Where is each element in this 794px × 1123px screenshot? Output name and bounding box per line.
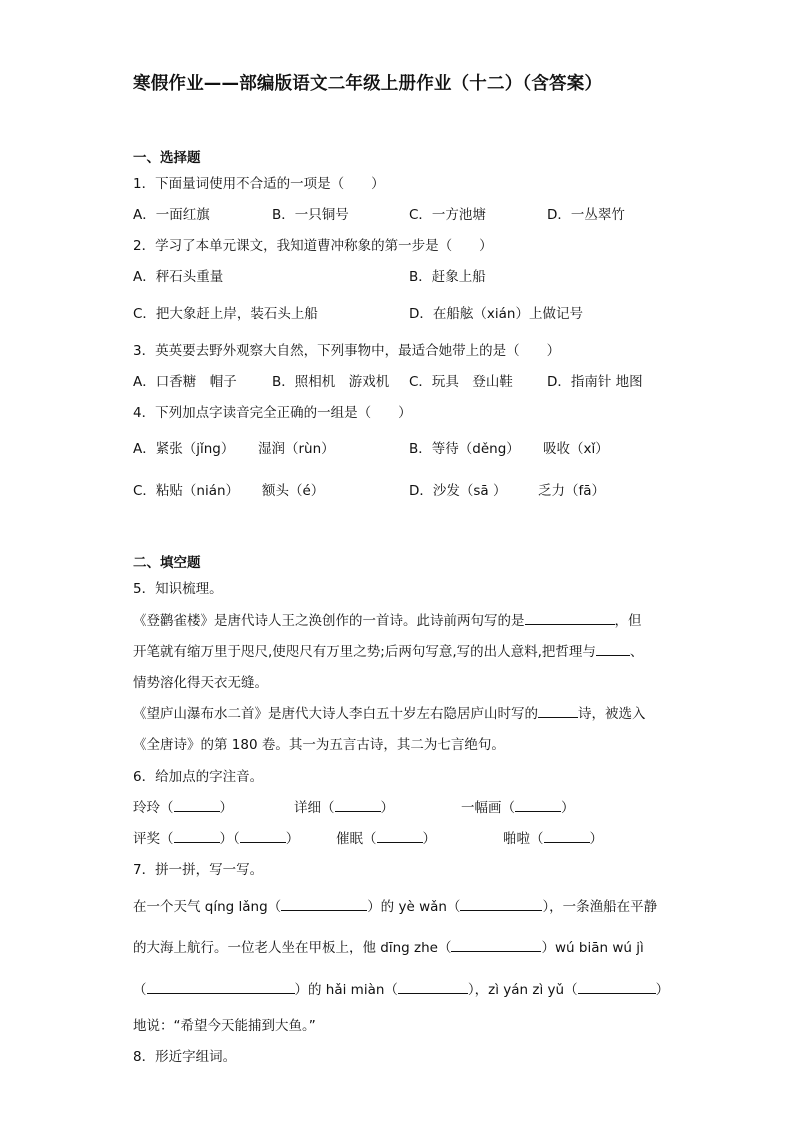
q5-line-1: 《登鹳雀楼》是唐代诗人王之涣创作的一首诗。此诗前两句写的是 ，但 bbox=[133, 609, 642, 629]
q2-option-c: C．把大象赶上岸，装石头上船 bbox=[133, 306, 318, 322]
answer-blank[interactable] bbox=[174, 828, 220, 843]
answer-blank[interactable] bbox=[451, 937, 541, 952]
q5-line-5: 《全唐诗》的第 180 卷。其一为五言古诗，其二为七言绝句。 bbox=[133, 737, 505, 753]
q3-option-a: A．口香糖 帽子 bbox=[133, 374, 237, 390]
q1-option-c: C．一方池塘 bbox=[409, 207, 486, 223]
q1-option-a: A．一面红旗 bbox=[133, 207, 210, 223]
q6-item-1: 玲玲（ ） bbox=[133, 796, 233, 816]
answer-blank[interactable] bbox=[377, 828, 423, 843]
q5-line-2: 开笔就有缩万里于咫尺,使咫尺有万里之势;后两句写意,写的出人意料,把哲理与 、 bbox=[133, 640, 643, 660]
q7-line-1: 在一个天气 qíng lǎng（ ）的 yè wǎn（ ），一条渔船在平静 bbox=[133, 895, 657, 915]
q2-option-b: B．赶象上船 bbox=[409, 269, 486, 285]
question-6-stem: 6．给加点的字注音。 bbox=[133, 769, 264, 785]
answer-blank[interactable] bbox=[596, 641, 630, 656]
q1-option-d: D．一丛翠竹 bbox=[547, 207, 625, 223]
q4-option-b-2: 吸收（xǐ） bbox=[543, 441, 609, 457]
q3-option-d: D．指南针 地图 bbox=[547, 374, 643, 390]
q4-option-a-2: 湿润（rùn） bbox=[258, 441, 335, 457]
answer-blank[interactable] bbox=[335, 797, 381, 812]
q6-item-4: 评奖（ ）（ ） bbox=[133, 827, 299, 847]
q5-line-4: 《望庐山瀑布水二首》是唐代大诗人李白五十岁左右隐居庐山时写的 诗，被选入 bbox=[133, 702, 646, 722]
q5-line-3: 情势溶化得天衣无缝。 bbox=[133, 675, 268, 691]
q6-item-2: 详细（ ） bbox=[294, 796, 394, 816]
answer-blank[interactable] bbox=[281, 896, 367, 911]
q2-option-a: A．秤石头重量 bbox=[133, 269, 224, 285]
q6-item-5: 催眠（ ） bbox=[336, 827, 436, 847]
question-4-stem: 4．下列加点字读音完全正确的一组是（ ） bbox=[133, 405, 412, 421]
answer-blank[interactable] bbox=[525, 610, 615, 625]
q6-item-3: 一幅画（ ） bbox=[461, 796, 575, 816]
answer-blank[interactable] bbox=[578, 979, 656, 994]
question-2-stem: 2．学习了本单元课文，我知道曹冲称象的第一步是（ ） bbox=[133, 238, 493, 254]
q4-option-d-1: D．沙发（sā ） bbox=[409, 483, 507, 499]
answer-blank[interactable] bbox=[147, 979, 295, 994]
answer-blank[interactable] bbox=[174, 797, 220, 812]
page-title: 寒假作业——部编版语文二年级上册作业（十二）（含答案） bbox=[133, 74, 603, 94]
q6-item-6: 啪啦（ ） bbox=[503, 827, 603, 847]
q2-option-d: D．在船舷（xián）上做记号 bbox=[409, 306, 583, 322]
q7-line-4: 地说：“希望今天能捕到大鱼。” bbox=[133, 1018, 316, 1034]
answer-blank[interactable] bbox=[398, 979, 468, 994]
question-8-stem: 8．形近字组词。 bbox=[133, 1049, 237, 1065]
answer-blank[interactable] bbox=[544, 828, 590, 843]
q7-line-2: 的大海上航行。一位老人坐在甲板上，他 dīng zhe（ ）wú biān wú jì bbox=[133, 936, 644, 956]
q3-option-c: C．玩具 登山鞋 bbox=[409, 374, 513, 390]
q4-option-c-2: 额头（é） bbox=[262, 483, 325, 499]
section-heading-choice: 一、选择题 bbox=[133, 150, 201, 166]
question-5-stem: 5．知识梳理。 bbox=[133, 581, 223, 597]
answer-blank[interactable] bbox=[460, 896, 542, 911]
section-heading-fill: 二、填空题 bbox=[133, 555, 201, 571]
question-1-stem: 1．下面量词使用不合适的一项是（ ） bbox=[133, 176, 385, 192]
q3-option-b: B．照相机 游戏机 bbox=[272, 374, 390, 390]
q4-option-a-1: A．紧张（jǐng） bbox=[133, 441, 235, 457]
answer-blank[interactable] bbox=[515, 797, 561, 812]
answer-blank[interactable] bbox=[538, 703, 578, 718]
answer-blank[interactable] bbox=[240, 828, 286, 843]
q1-option-b: B．一只铜号 bbox=[272, 207, 349, 223]
q7-line-3: （ ）的 hǎi miàn（ ），zì yán zì yǔ（ ） bbox=[133, 978, 669, 998]
question-7-stem: 7．拼一拼，写一写。 bbox=[133, 862, 264, 878]
q4-option-c-1: C．粘贴（nián） bbox=[133, 483, 240, 499]
question-3-stem: 3．英英要去野外观察大自然，下列事物中，最适合她带上的是（ ） bbox=[133, 343, 561, 359]
q4-option-b-1: B．等待（děng） bbox=[409, 441, 520, 457]
q4-option-d-2: 乏力（fā） bbox=[538, 483, 606, 499]
